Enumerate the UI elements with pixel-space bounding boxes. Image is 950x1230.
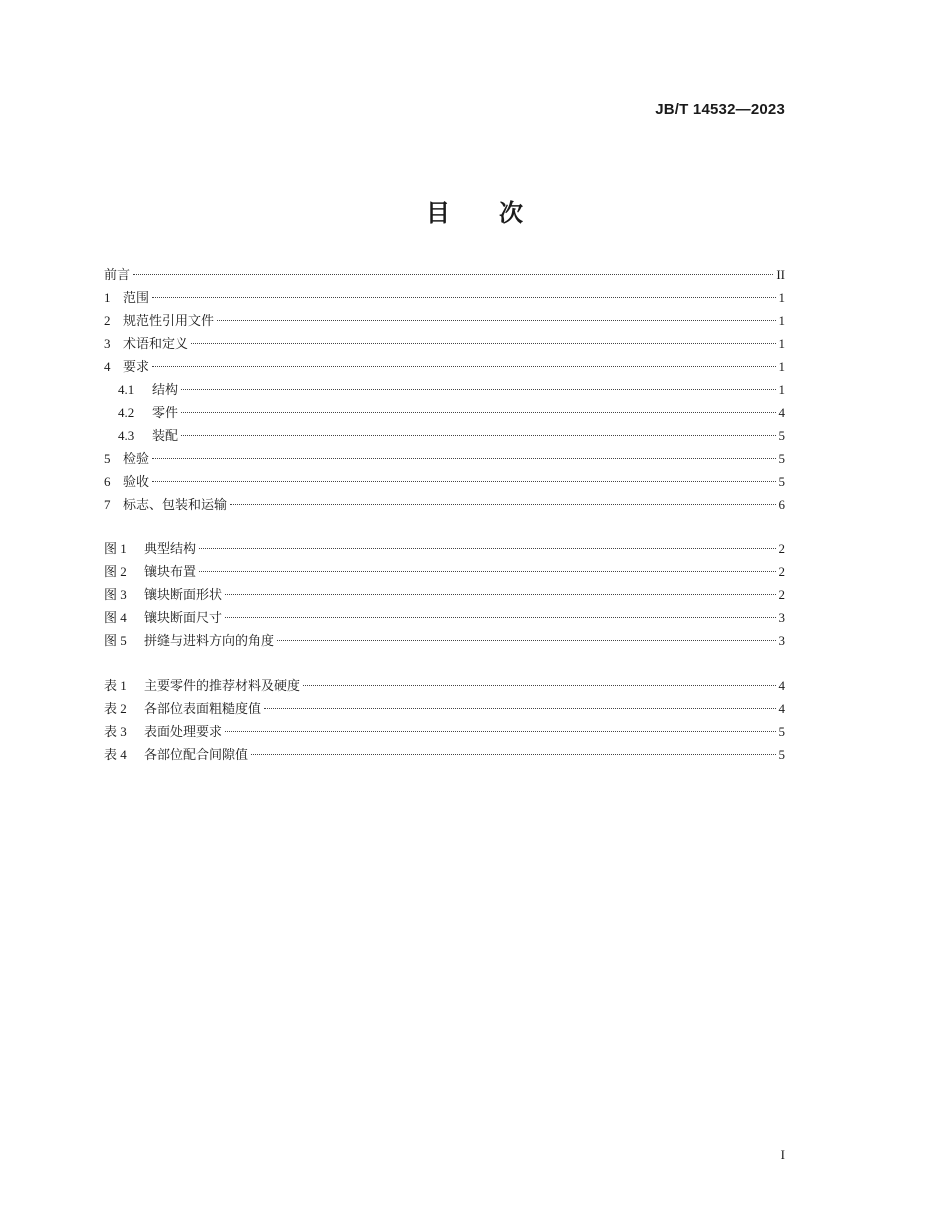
toc-entry-section-3[interactable] [104, 332, 785, 355]
toc-entry-title: 检验 [123, 452, 150, 467]
dot-leader [181, 435, 775, 436]
toc-title-char-1: 目 [426, 199, 451, 227]
toc-entry-section-1[interactable] [104, 286, 785, 309]
toc-entry-number: 4.1 [118, 382, 135, 397]
toc-entry-page: 1 [778, 313, 785, 328]
toc-entry-number: 7 [104, 497, 111, 512]
dot-leader [277, 640, 775, 641]
toc-entry-page: 1 [778, 336, 785, 351]
toc-entry-number: 4.2 [118, 405, 135, 420]
toc-entry-title: 结构 [152, 383, 179, 398]
dot-leader [225, 617, 775, 618]
toc-entry-title: 拼缝与进料方向的角度 [144, 634, 275, 649]
dot-leader [264, 708, 775, 709]
toc-entry-section-4-1[interactable] [104, 378, 785, 401]
toc-title [0, 193, 950, 228]
standard-number: JB/T 14532—2023 [655, 101, 785, 118]
toc-entry-title: 范围 [123, 291, 150, 306]
page-number: I [780, 1147, 785, 1162]
toc-entry-title: 各部位配合间隙值 [144, 748, 249, 763]
dot-leader [181, 389, 775, 390]
toc-entry-section-4[interactable] [104, 355, 785, 378]
dot-leader [199, 548, 775, 549]
toc-entry-figure-1[interactable] [104, 537, 785, 560]
dot-leader [152, 481, 775, 482]
toc-entry-title: 镶块断面尺寸 [144, 611, 223, 626]
toc-entry-page: 2 [778, 587, 785, 602]
toc-entry-page: II [776, 267, 785, 282]
toc-entry-figure-4[interactable] [104, 606, 785, 629]
toc-entry-number: 6 [104, 474, 111, 489]
toc-entry-page: 4 [778, 678, 785, 693]
toc-entry-title: 验收 [123, 475, 150, 490]
toc-entry-number: 表 2 [104, 701, 127, 716]
toc-entry-foreword[interactable] [104, 263, 785, 286]
dot-leader [225, 731, 775, 732]
toc-entry-title: 表面处理要求 [144, 725, 223, 740]
toc-entry-title: 镶块断面形状 [144, 588, 223, 603]
toc-entry-page: 5 [778, 451, 785, 466]
toc-entry-page: 5 [778, 474, 785, 489]
toc-entry-page: 5 [778, 428, 785, 443]
toc-tables [104, 674, 785, 766]
toc-entry-section-5[interactable] [104, 447, 785, 470]
toc-entry-number: 2 [104, 313, 111, 328]
toc-entry-figure-5[interactable] [104, 629, 785, 652]
toc-entry-number: 表 4 [104, 747, 127, 762]
toc-entry-page: 6 [778, 497, 785, 512]
toc-entry-title: 零件 [152, 406, 179, 421]
toc-entry-table-1[interactable] [104, 674, 785, 697]
dot-leader [199, 571, 775, 572]
toc-entry-title: 术语和定义 [123, 337, 189, 352]
toc-entry-section-2[interactable] [104, 309, 785, 332]
toc-entry-number: 图 1 [104, 541, 127, 556]
toc-entry-number: 4 [104, 359, 111, 374]
toc-entry-number: 图 4 [104, 610, 127, 625]
toc-entry-page: 5 [778, 724, 785, 739]
toc-entry-title: 标志、包装和运输 [123, 498, 228, 513]
toc-entry-page: 1 [778, 382, 785, 397]
toc-entry-figure-3[interactable] [104, 583, 785, 606]
toc-entry-number: 5 [104, 451, 111, 466]
toc-entry-section-6[interactable] [104, 470, 785, 493]
toc-entry-page: 3 [778, 633, 785, 648]
dot-leader [225, 594, 775, 595]
toc-entry-section-4-2[interactable] [104, 401, 785, 424]
toc-title-char-2: 次 [499, 199, 524, 227]
toc-entry-page: 1 [778, 359, 785, 374]
toc-entry-number: 图 3 [104, 587, 127, 602]
toc-entry-title: 各部位表面粗糙度值 [144, 702, 262, 717]
toc-sections [104, 263, 785, 516]
dot-leader [133, 274, 773, 275]
toc-entry-number: 表 1 [104, 678, 127, 693]
dot-leader [181, 412, 775, 413]
toc-entry-title: 典型结构 [144, 542, 197, 557]
toc-entry-section-4-3[interactable] [104, 424, 785, 447]
dot-leader [152, 366, 775, 367]
toc-entry-number: 图 5 [104, 633, 127, 648]
toc-entry-number: 图 2 [104, 564, 127, 579]
dot-leader [152, 297, 775, 298]
dot-leader [303, 685, 775, 686]
toc-entry-number: 表 3 [104, 724, 127, 739]
toc-entry-page: 5 [778, 747, 785, 762]
dot-leader [191, 343, 775, 344]
dot-leader [230, 504, 775, 505]
toc-entry-page: 4 [778, 405, 785, 420]
toc-entry-title: 主要零件的推荐材料及硬度 [144, 679, 301, 694]
toc-entry-table-3[interactable] [104, 720, 785, 743]
dot-leader [251, 754, 775, 755]
toc-entry-figure-2[interactable] [104, 560, 785, 583]
toc-entry-title: 镶块布置 [144, 565, 197, 580]
toc-entry-page: 3 [778, 610, 785, 625]
toc-entry-title: 装配 [152, 429, 179, 444]
toc-entry-number: 3 [104, 336, 111, 351]
toc-figures [104, 537, 785, 652]
toc-entry-page: 2 [778, 564, 785, 579]
toc-entry-number: 4.3 [118, 428, 135, 443]
toc-entry-page: 4 [778, 701, 785, 716]
toc-entry-section-7[interactable] [104, 493, 785, 516]
toc-entry-title: 规范性引用文件 [123, 314, 215, 329]
toc-entry-table-2[interactable] [104, 697, 785, 720]
toc-entry-title: 要求 [123, 360, 150, 375]
dot-leader [217, 320, 775, 321]
toc-entry-table-4[interactable] [104, 743, 785, 766]
toc-entry-number: 1 [104, 290, 111, 305]
toc-entry-page: 1 [778, 290, 785, 305]
toc-entry-title: 前言 [104, 268, 131, 283]
dot-leader [152, 458, 775, 459]
toc-entry-page: 2 [778, 541, 785, 556]
